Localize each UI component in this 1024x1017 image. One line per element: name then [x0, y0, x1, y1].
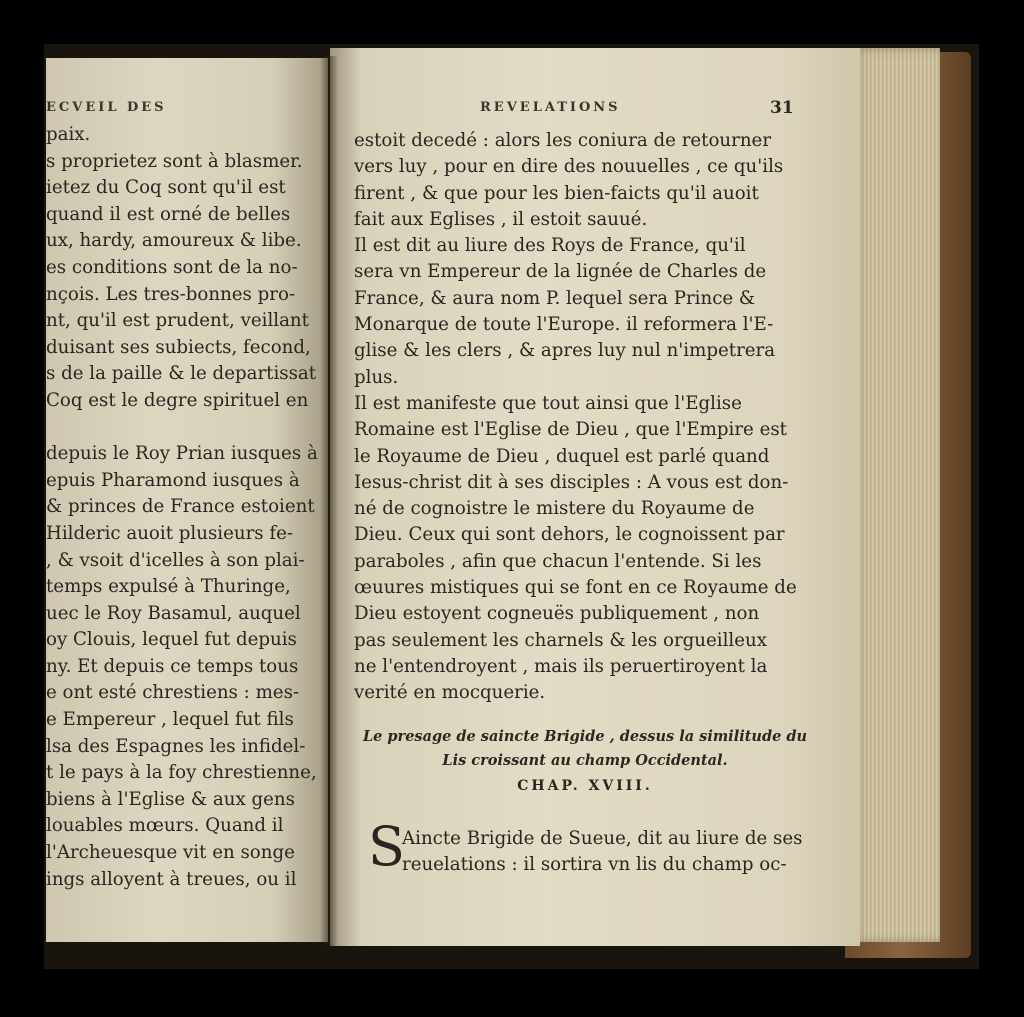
text-line: ings alloyent à treues, ou il	[46, 868, 297, 890]
text-line: paix.	[46, 124, 91, 145]
text-line: Il est manifeste que tout ainsi que l'Eglise	[354, 392, 742, 414]
left-page-text	[46, 122, 318, 893]
text-line: & princes de France estoient	[46, 496, 315, 518]
text-line: Dieu estoyent cogneuës publiquement , non	[354, 603, 760, 625]
text-line: t le pays à la foy chrestienne,	[46, 762, 317, 784]
drop-cap: S	[368, 815, 405, 878]
text-line: estoit decedé : alors les coniura de retourner	[354, 130, 772, 151]
text-line: œuures mistiques qui se font en ce Royaume de	[354, 577, 797, 599]
text-line: oy Clouis, lequel fut depuis	[46, 629, 297, 651]
text-line: glise & les clers , & apres luy nul n'impetrera	[354, 340, 776, 362]
text-line: Il est dit au liure des Roys de France, qu'il	[354, 235, 746, 257]
text-line: , & vsoit d'icelles à son plai-	[46, 549, 305, 571]
text-line: s de la paille & le departissat	[46, 363, 317, 385]
text-line: duisant ses subiects, fecond,	[46, 336, 311, 358]
text-line: Iesus-christ dit à ses disciples : A vous est don-	[354, 471, 789, 493]
text-line: nçois. Les tres-bonnes pro-	[46, 283, 296, 305]
text-line: e ont esté chrestiens : mes-	[46, 682, 300, 704]
text-line: e Empereur , lequel fut fils	[46, 709, 294, 731]
text-line: reuelations : il sortira vn lis du champ oc-	[402, 854, 787, 875]
left-running-head: ECVEIL DES	[46, 100, 167, 115]
text-line: nt, qu'il est prudent, veillant	[46, 310, 309, 332]
text-line: né de cognoistre le mistere du Royaume de	[354, 498, 755, 520]
text-line: le Royaume de Dieu , duquel est parlé quand	[354, 445, 770, 467]
text-line: Romaine est l'Eglise de Dieu , que l'Empire est	[354, 419, 787, 441]
right-page	[330, 48, 860, 946]
chapter-opening-text	[402, 826, 802, 878]
left-page	[46, 58, 328, 942]
page-number: 31	[770, 98, 794, 118]
text-line: ux, hardy, amoureux & libe.	[46, 230, 302, 252]
text-line: Aincte Brigide de Sueue, dit au liure de ses	[402, 828, 803, 849]
text-line: temps expulsé à Thuringe,	[46, 576, 291, 598]
text-line: ne l'entendroyent , mais ils peruertiroyent la	[354, 655, 768, 677]
text-line: plus.	[354, 366, 399, 388]
right-page-text	[354, 128, 797, 707]
text-line: paraboles , afin que chacun l'entende. Si les	[354, 550, 762, 572]
text-line: firent , & que pour les bien-faicts qu'il auoit	[354, 182, 759, 204]
text-line: depuis le Roy Prian iusques à	[46, 443, 318, 465]
right-running-head: REVELATIONS	[480, 100, 621, 115]
text-line: lsa des Espagnes les infidel-	[46, 735, 306, 757]
chapter-caption-line-2: Lis croissant au champ Occidental.	[442, 752, 728, 769]
text-line	[46, 415, 318, 442]
text-line: France, & aura nom P. lequel sera Prince &	[354, 287, 756, 309]
text-line: ny. Et depuis ce temps tous	[46, 655, 299, 677]
chapter-caption-line-1: Le presage de saincte Brigide , dessus la similitude du	[362, 728, 808, 745]
text-line: uec le Roy Basamul, auquel	[46, 602, 301, 624]
text-line: Coq est le degre spirituel en	[46, 389, 309, 411]
text-line: quand il est orné de belles	[46, 203, 291, 225]
text-line: biens à l'Eglise & aux gens	[46, 788, 295, 810]
chapter-heading: CHAP. XVIII.	[517, 778, 653, 794]
text-line: fait aux Eglises , il estoit sauué.	[354, 208, 648, 230]
text-line: Hilderic auoit plusieurs fe-	[46, 522, 294, 544]
text-line: es conditions sont de la no-	[46, 256, 298, 278]
text-line: vers luy , pour en dire des nouuelles , ce qu'ils	[354, 156, 784, 178]
text-line: louables mœurs. Quand il	[46, 815, 284, 837]
book-gutter	[320, 56, 338, 946]
text-line: Dieu. Ceux qui sont dehors, le cognoissent par	[354, 524, 785, 546]
page-stack-edges	[852, 48, 940, 942]
text-line: sera vn Empereur de la lignée de Charles de	[354, 261, 767, 283]
text-line: Monarque de toute l'Europe. il reformera l'E-	[354, 314, 774, 336]
text-line: ietez du Coq sont qu'il est	[46, 177, 286, 199]
text-line: l'Archeuesque vit en songe	[46, 842, 295, 864]
text-line: pas seulement les charnels & les orgueilleux	[354, 629, 767, 651]
text-line: verité en mocquerie.	[354, 682, 546, 704]
text-line: s proprietez sont à blasmer.	[46, 150, 303, 172]
text-line: epuis Pharamond iusques à	[46, 469, 300, 491]
